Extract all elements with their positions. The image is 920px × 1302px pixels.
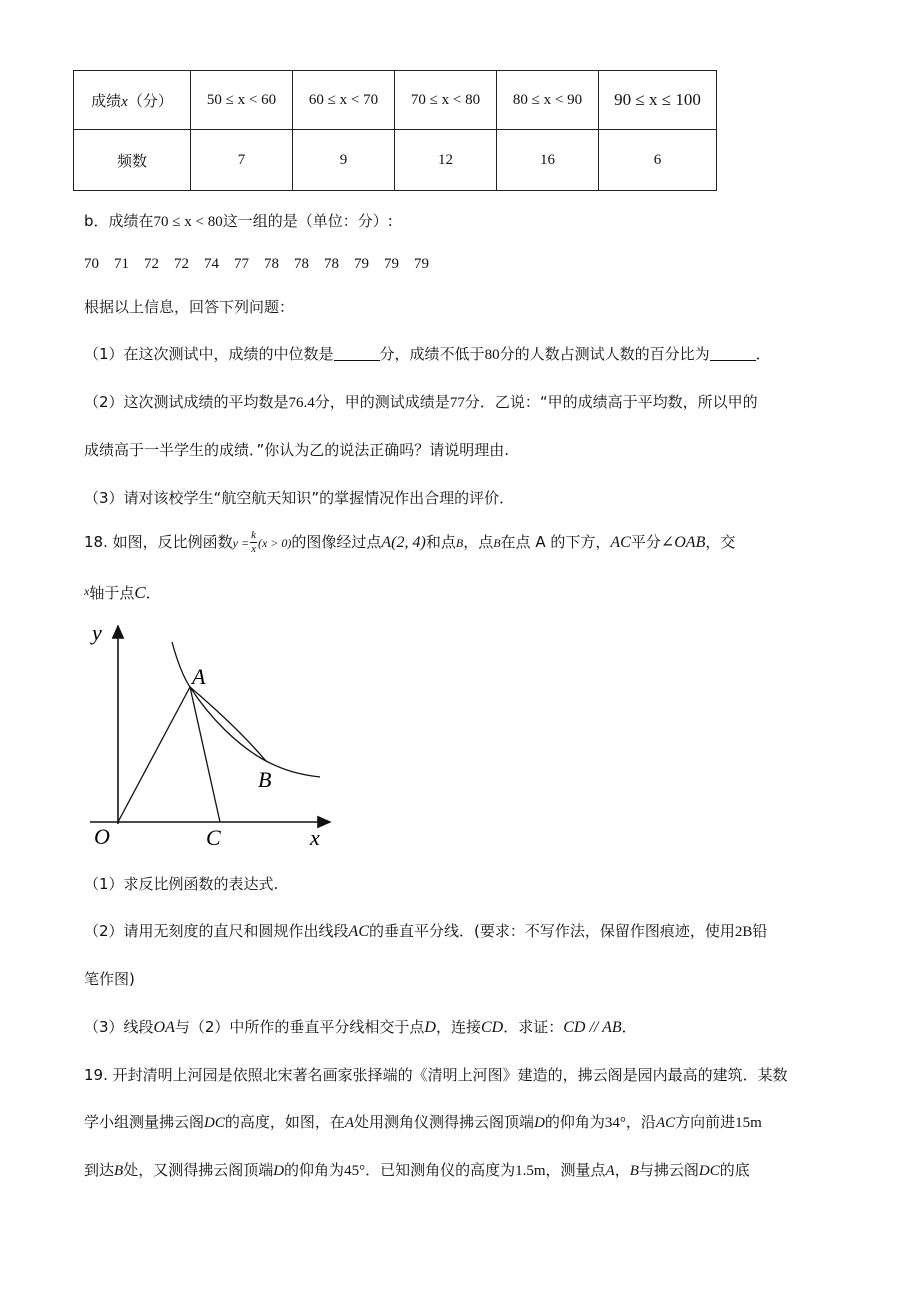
fraction-k-over-x: $\frac{k}{x}$ [251, 529, 256, 555]
freq-cell: 7 [191, 130, 293, 191]
point-a-label: A [192, 664, 206, 689]
question-19-line2: 学小组测量拂云阁DC的高度，如图，在A处用测角仪测得拂云阁顶端D的仰角为34°，沿AC方向前进15m [84, 1113, 762, 1131]
hyperbola-curve [172, 642, 320, 777]
answer-blank [334, 345, 380, 361]
range-cell: 60 ≤ x < 70 [293, 71, 395, 130]
table-header-row [74, 71, 717, 130]
range-cell: 90 ≤ x ≤ 100 [599, 71, 717, 130]
scores-list: 70 71 72 72 74 77 78 78 78 79 79 79 [84, 256, 430, 272]
range-cell: 70 ≤ x < 80 [395, 71, 497, 130]
question-17-2-cont: 成绩高于一半学生的成绩．”你认为乙的说法正确吗？请说明理由. [84, 441, 510, 459]
freq-label-cell: 频数 [74, 130, 191, 191]
question-18-2-cont: 笔作图) [84, 970, 135, 988]
x-axis-label: x [310, 825, 320, 850]
freq-cell: 12 [395, 130, 497, 191]
table-freq-row [74, 130, 717, 191]
y-axis-label: y [92, 620, 102, 645]
point-c-label: C [206, 825, 221, 850]
freq-cell: 6 [599, 130, 717, 191]
question-19: 19. 开封清明上河园是依照北宋著名画家张择端的《清明上河图》建造的，拂云阁是园内最高的建筑．某数 [84, 1066, 788, 1084]
frequency-table [73, 70, 717, 191]
origin-label: O [94, 824, 110, 849]
range-cell: 50 ≤ x < 60 [191, 71, 293, 130]
inverse-function-figure [80, 616, 340, 856]
header-label-cell: 成绩x（分） [74, 71, 191, 130]
range-cell: 80 ≤ x < 90 [497, 71, 599, 130]
question-17-2: （2）这次测试成绩的平均数是76.4分，甲的测试成绩是77分．乙说：“甲的成绩高于平均数，所以甲的 [84, 393, 758, 411]
intro-text: 根据以上信息，回答下列问题： [84, 298, 295, 316]
freq-cell: 16 [497, 130, 599, 191]
question-18-2: （2）请用无刻度的直尺和圆规作出线段AC的垂直平分线．(要求：不写作法，保留作图痕迹，使用2B铅 [84, 922, 768, 940]
segment-ab [190, 687, 266, 761]
question-17-1: （1）在这次测试中，成绩的中位数是 分，成绩不低于80分的人数占测试人数的百分比为 ． [84, 345, 771, 363]
question-19-line3: 到达B处，又测得拂云阁顶端D的仰角为45°．已知测角仪的高度为1.5m，测量点A，B与拂云阁DC的底 [84, 1161, 750, 1179]
point-b-label: B [258, 767, 272, 792]
question-17-3: （3）请对该校学生“航空航天知识”的掌握情况作出合理的评价． [84, 489, 515, 507]
freq-cell: 9 [293, 130, 395, 191]
b-line: b．成绩在70 ≤ x < 80这一组的是（单位：分）: [84, 212, 393, 230]
question-18: 18. 如图，反比例函数y = $\frac{k}{x}$ (x > 0)的图像经过点A(2, 4)和点B，点B在点 A 的下方，AC平分∠OAB，交 [84, 529, 736, 555]
question-18-3: （3）线段OA与（2）中所作的垂直平分线相交于点D，连接CD．求证：CD // AB． [84, 1018, 637, 1036]
question-18-cont: $^x$轴于点C． [84, 583, 161, 602]
segment-oa [118, 687, 190, 822]
question-18-1: （1）求反比例函数的表达式. [84, 875, 279, 893]
answer-blank [710, 345, 756, 361]
